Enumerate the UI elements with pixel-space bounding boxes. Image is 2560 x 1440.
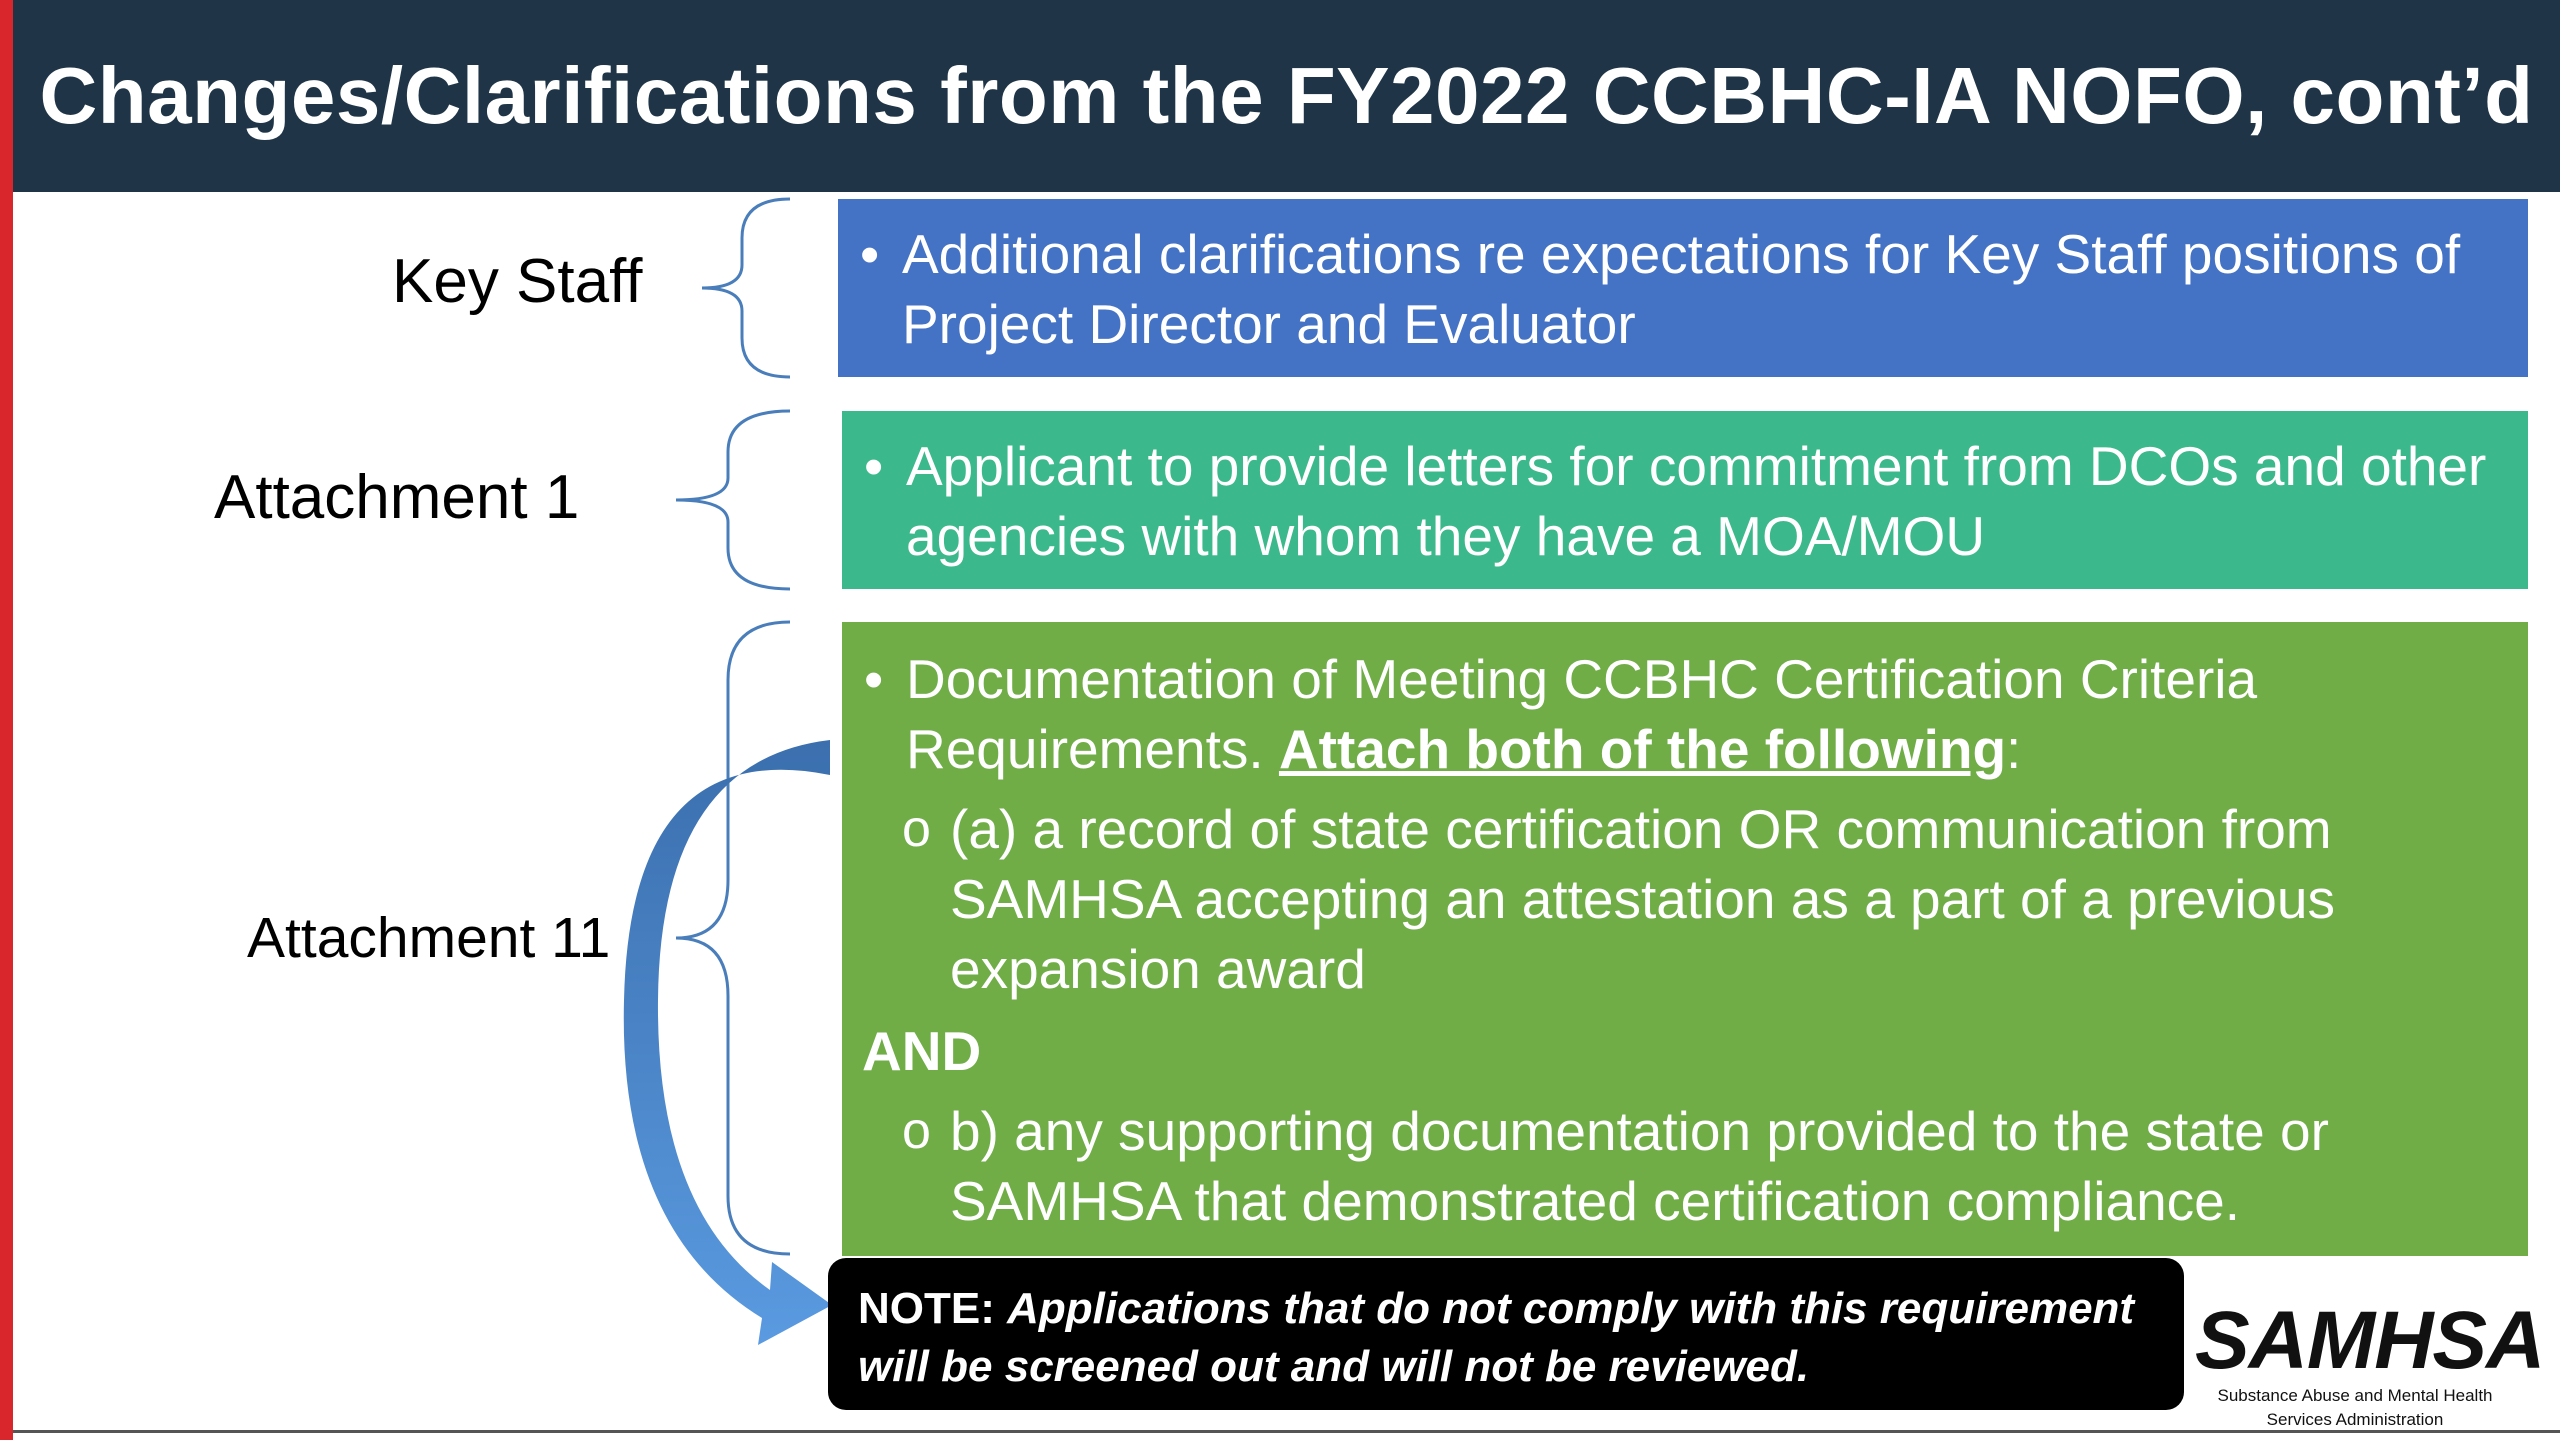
circle-bullet-icon: o xyxy=(902,1102,931,1160)
slide-title: Changes/Clarifications from the FY2022 CCBHC-IA NOFO, cont’d xyxy=(39,51,2534,140)
attachment1-box xyxy=(842,411,2528,589)
attachment11-box xyxy=(842,622,2528,1256)
note-label: NOTE: xyxy=(858,1284,995,1333)
attachment1-bullet xyxy=(862,431,2508,571)
key-staff-box xyxy=(838,199,2528,377)
bullet-icon: • xyxy=(864,648,884,710)
key-staff-brace xyxy=(702,199,790,377)
circle-bullet-icon: o xyxy=(902,800,931,858)
attachment1-brace xyxy=(676,411,790,589)
bullet-icon: • xyxy=(864,435,884,497)
bottom-border xyxy=(13,1430,2560,1433)
bullet-icon: • xyxy=(860,223,880,285)
attachment11-sub-a xyxy=(902,794,2508,1004)
attachment11-suffix: : xyxy=(2006,718,2022,780)
samhsa-logo-mark: SAMHSA xyxy=(2195,1295,2545,1386)
key-staff-bullet xyxy=(858,219,2508,359)
samhsa-logo-subtitle-1: Substance Abuse and Mental Health xyxy=(2217,1386,2493,1405)
attachment11-sub-b xyxy=(902,1096,2508,1236)
attachment1-label: Attachment 1 xyxy=(214,463,580,532)
attachment11-brace xyxy=(676,622,790,1254)
sub-a-text: (a) a record of state certification OR communication from SAMHSA accepting an attestation as a part of a previous expansion award xyxy=(950,798,2335,1000)
samhsa-logo xyxy=(2195,1295,2545,1429)
and-label: AND xyxy=(862,1020,982,1082)
note-box xyxy=(828,1258,2184,1410)
sub-b-text: b) any supporting documentation provided to the state or SAMHSA that demonstrated certification compliance. xyxy=(950,1100,2329,1232)
attachment11-text xyxy=(906,644,2508,784)
attachment11-bullet xyxy=(862,644,2508,784)
attachment11-label: Attachment 11 xyxy=(247,906,611,970)
attachment11-intro: Documentation of Meeting CCBHC Certification Criteria Requirements. xyxy=(906,648,2258,780)
attachment11-emphasis: Attach both of the following xyxy=(1278,718,2007,780)
note-message: Applications that do not comply with this requirement will be screened out and will not be reviewed. xyxy=(858,1284,2135,1391)
key-staff-label: Key Staff xyxy=(392,247,643,316)
attachment1-text: Applicant to provide letters for commitment from DCOs and other agencies with whom they have a MOA/MOU xyxy=(906,435,2487,567)
key-staff-text: Additional clarifications re expectations for Key Staff positions of Project Director and Evaluator xyxy=(902,223,2461,355)
samhsa-logo-subtitle-2: Services Administration xyxy=(2266,1410,2444,1429)
